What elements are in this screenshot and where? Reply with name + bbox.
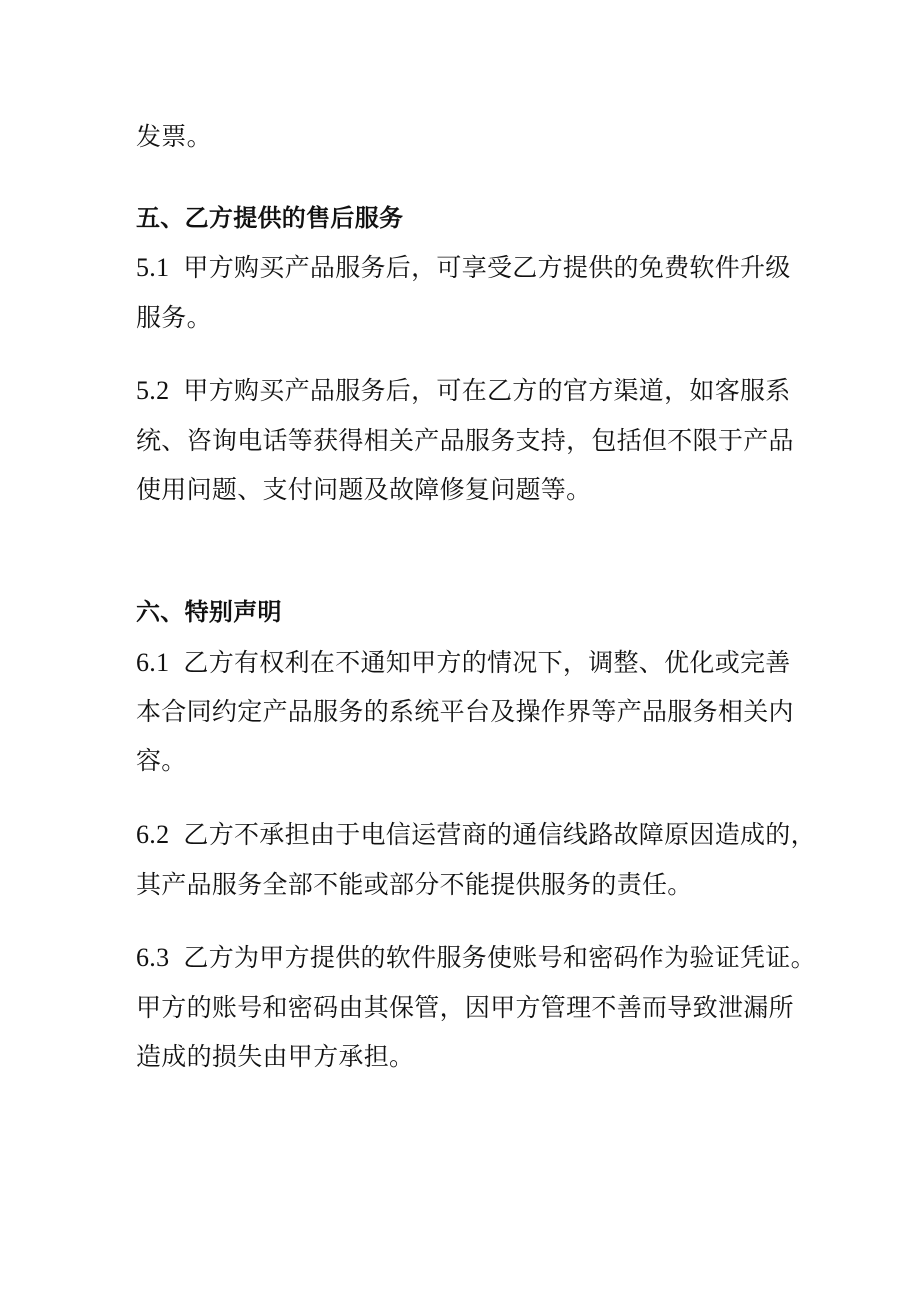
clause-5-1-line-2: 服务。 <box>136 303 212 332</box>
clause-6-2-number: 6.2 <box>136 820 170 849</box>
clause-6-2-line-2: 其产品服务全部不能或部分不能提供服务的责任。 <box>136 870 693 899</box>
section-6-heading: 六、特别声明 <box>136 598 282 626</box>
clause-5-2-line-1 <box>136 376 791 406</box>
clause-6-1-text: 乙方有权利在不通知甲方的情况下，调整、优化或完善 <box>183 648 791 677</box>
clause-6-2-text: 乙方不承担由于电信运营商的通信线路故障原因造成的， <box>183 820 816 849</box>
clause-6-3-line-1 <box>136 943 816 973</box>
clause-5-2-line-2: 统、咨询电话等获得相关产品服务支持，包括但不限于产品 <box>136 426 794 455</box>
clause-6-1-number: 6.1 <box>136 648 170 677</box>
section-5-heading: 五、乙方提供的售后服务 <box>136 204 404 232</box>
clause-6-2-line-1 <box>136 820 816 850</box>
clause-6-1-line-2: 本合同约定产品服务的系统平台及操作界等产品服务相关内 <box>136 697 794 726</box>
clause-5-1-text: 甲方购买产品服务后，可享受乙方提供的免费软件升级 <box>183 253 791 282</box>
clause-5-2-number: 5.2 <box>136 376 170 405</box>
intro-tail-text: 发票。 <box>136 122 212 151</box>
clause-6-3-line-2: 甲方的账号和密码由其保管，因甲方管理不善而导致泄漏所 <box>136 993 794 1022</box>
clause-6-1-line-3: 容。 <box>136 746 187 775</box>
clause-6-3-text: 乙方为甲方提供的软件服务使账号和密码作为验证凭证。 <box>183 943 816 972</box>
clause-6-1-line-1 <box>136 648 791 678</box>
clause-6-3-number: 6.3 <box>136 943 170 972</box>
clause-6-3-line-3: 造成的损失由甲方承担。 <box>136 1042 415 1071</box>
clause-5-1-number: 5.1 <box>136 253 170 282</box>
clause-5-1-line-1 <box>136 253 791 283</box>
clause-5-2-text: 甲方购买产品服务后，可在乙方的官方渠道，如客服系 <box>183 376 791 405</box>
clause-5-2-line-3: 使用问题、支付问题及故障修复问题等。 <box>136 475 592 504</box>
